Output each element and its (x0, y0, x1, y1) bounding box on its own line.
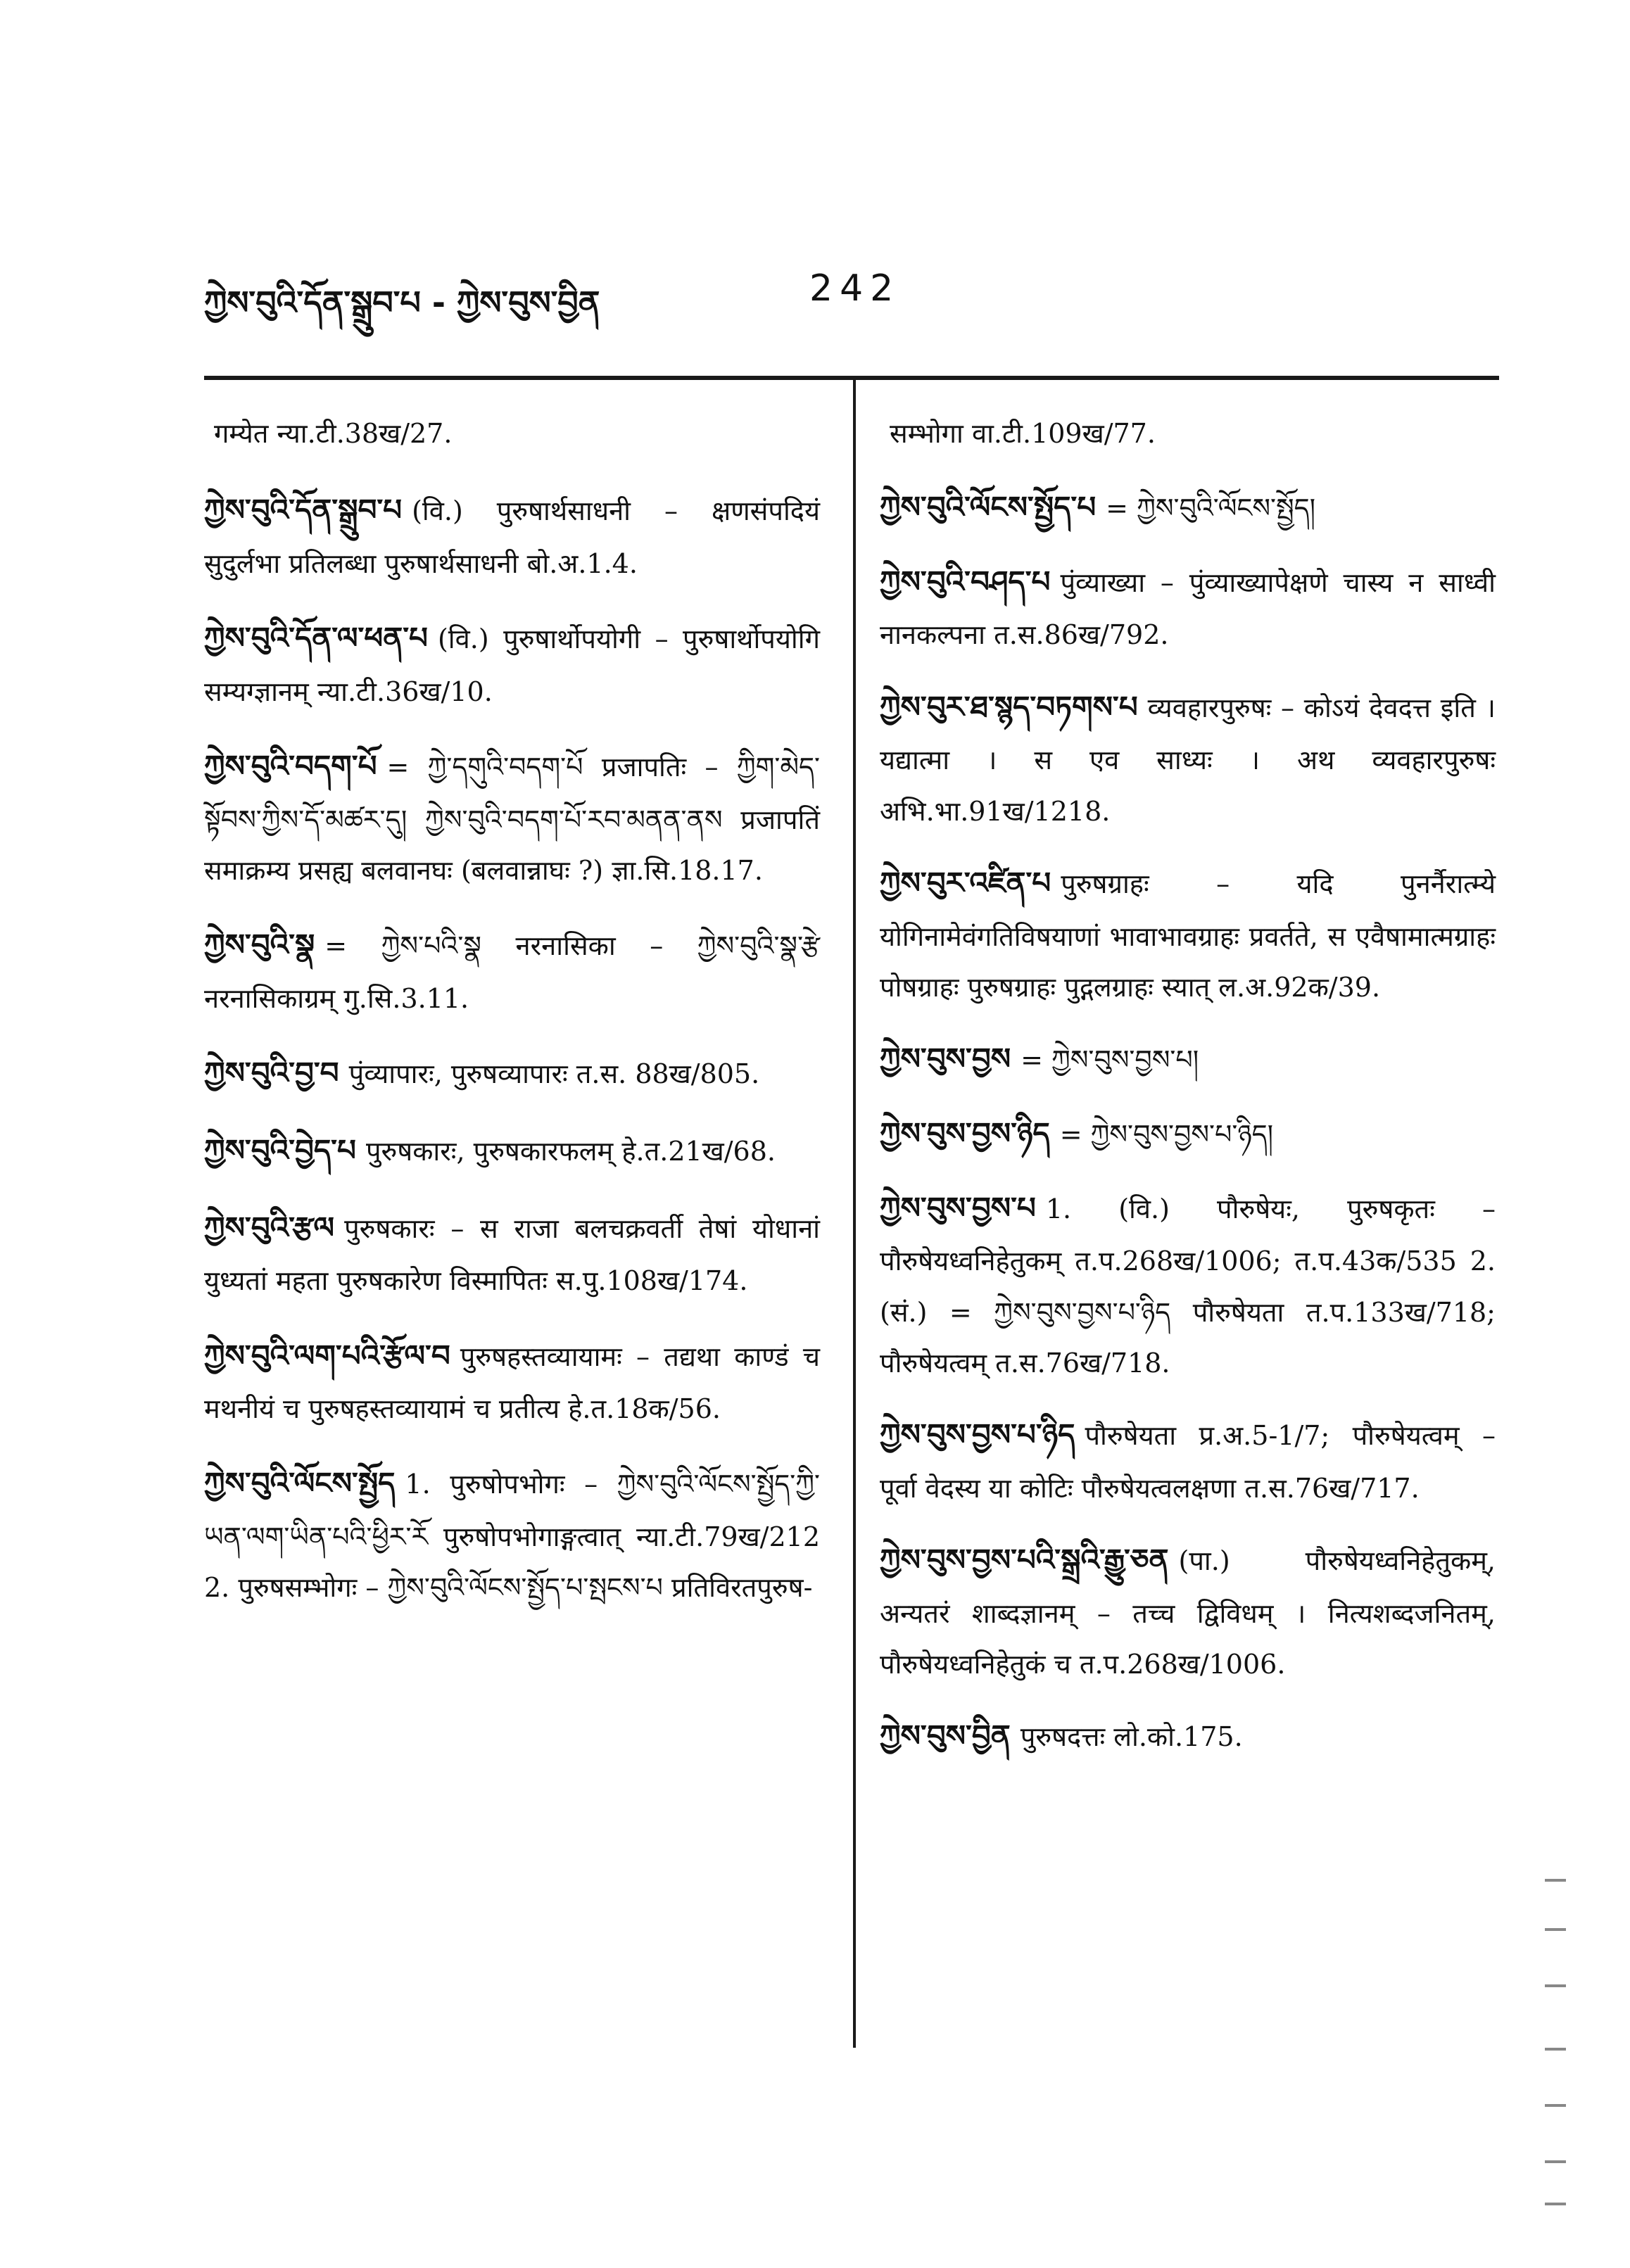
headword: ཀྱེས་བུས་བྱིན (880, 1718, 1011, 1754)
entry (880, 479, 1496, 536)
right-column (880, 405, 1496, 1782)
headword: ཀྱེས་བུའི་བདག་པོ (204, 748, 377, 783)
entry (880, 1407, 1496, 1514)
headword: ཀྱེས་བུས་བྱས (880, 1041, 1011, 1076)
entry (204, 917, 820, 1024)
running-head: ཀྱེས་བུའི་དོན་སྒྲུབ་པ - ཀྱེས་བུས་བྱིན (204, 284, 600, 322)
entry (204, 1200, 820, 1307)
headword: ཀྱེས་བུར་ཐ་སྙད་བཏགས་པ (880, 689, 1138, 724)
entry-text: = ཀྱེས་བུས་བྱས་པ་ཉིད། (1059, 1118, 1274, 1150)
entry-text: = ཀྱེས་བུའི་ལོངས་སྤྱོད། (1106, 492, 1316, 524)
entry-text: (वि.) पुरुषार्थसाधनी – क्षणसंपदियं सुदुर्लभा प्रतिलब्धा पुरुषार्थसाधनी बो.अ.1.4. (204, 495, 820, 579)
entry (880, 1106, 1496, 1162)
headword: ཀྱེས་བུའི་ལོངས་སྤྱོད་པ (880, 489, 1097, 524)
entry (880, 855, 1496, 1013)
headword: ཀྱེས་བུས་བྱས་པ (880, 1190, 1036, 1225)
entry-text: पुंव्यापारः, पुरुषव्यापारः त.स. 88ख/805. (348, 1058, 760, 1089)
entry-text: (पा.) पौरुषेयध्वनिहेतुकम्, अन्यतरं शाब्दज्ञानम् – तच्च द्विविधम् । नित्यशब्दजनितम्, पौरुषेयध्वनिहेतुकं च त.प.268ख/1006. (880, 1545, 1496, 1680)
entry-text: गम्येत न्या.टी.38ख/27. (214, 418, 453, 449)
entry (204, 1455, 820, 1613)
entry-text: पुंव्याख्या – पुंव्याख्यापेक्षणे चास्य न साध्वी नानकल्पना त.स.86ख/792. (880, 566, 1496, 651)
headword: ཀྱེས་བུའི་ལོངས་སྤྱོད (204, 1466, 396, 1501)
scan-noise-mark (1545, 1865, 1573, 2231)
headword: ཀྱེས་བུའི་སྣ (204, 927, 315, 962)
headword: ཀྱེས་བུས་བྱས་པའི་སྒྲའི་རྒྱུ་ཅན (880, 1542, 1169, 1577)
column-divider (853, 380, 856, 2048)
entry-text: (वि.) पुरुषार्थोपयोगी – पुरुषार्थोपयोगि सम्यग्ज्ञानम् न्या.टी.36ख/10. (204, 623, 820, 707)
entry-text: = ཀྱེས་པའི་སྣ नरनासिका – ཀྱེས་བུའི་སྣ་རྩེ नरनासिकाग्रम् गु.सि.3.11. (204, 930, 820, 1014)
entry (204, 1122, 820, 1179)
entry-text: व्यवहारपुरुषः – कोऽयं देवदत्त इति । यद्यात्मा । स एव साध्यः । अथ व्यवहारपुरुषः अभि.भा.91ख/1218. (880, 692, 1496, 827)
entry-text: सम्भोगा वा.टी.109ख/77. (890, 418, 1156, 449)
entry-text: = ཀྱེ་དགུའི་བདག་པོ प्रजापतिः – ཀྱིག་མེད་སྟོབས་ཀྱིས་དོ་མཚར་དུ། ཀྱེས་བུའི་བདག་པོ་རབ་མནན་ནས प्रजापतिं समाक्रम्य प्रसह्य बलवानघः (बलवान्नाघः ?) ज्ञा.सि.18.17. (204, 751, 820, 886)
entry (880, 405, 1496, 461)
headword: ཀྱེས་བུའི་དོན་སྒྲུབ་པ (204, 492, 403, 527)
page-number: 242 (809, 267, 901, 310)
entry (204, 738, 820, 896)
headword: ཀྱེས་བུའི་ལག་པའི་རྩོལ་བ (204, 1338, 450, 1373)
entry (880, 679, 1496, 837)
headword: ཀྱེས་བུས་བྱས་ཉིད (880, 1115, 1050, 1151)
entry-text: = ཀྱེས་བུས་བྱས་པ། (1021, 1044, 1199, 1075)
entry (204, 482, 820, 589)
entry-text: 1. (वि.) पौरुषेयः, पुरुषकृतः – पौरुषेयध्वनिहेतुकम् त.प.268ख/1006; त.प.43क/535 2. (सं.) = ཀྱེས་བུས་བྱས་པ་ཉིད पौरुषेयता त.प.133ख/718; पौरुषेयत्वम् त.स.76ख/718. (880, 1193, 1496, 1379)
entry-text: पुरुषहस्तव्यायामः – तद्यथा काण्डं च मथनीयं च पुरुषहस्तव्यायामं च प्रतीत्य हे.त.18क/56. (204, 1341, 820, 1425)
entry (204, 1045, 820, 1101)
entry-text: पौरुषेयता प्र.अ.5-1/7; पौरुषेयत्वम् – पूर्वा वेदस्य या कोटिः पौरुषेयत्वलक्षणा त.स.76ख/717. (880, 1419, 1496, 1504)
headword: ཀྱེས་བུས་བྱས་པ་ཉིད (880, 1417, 1075, 1452)
entry-text: पुरुषकारः – स राजा बलचक्रवर्ती तेषां योधानां युध्यतां महता पुरुषकारेण विस्मापितः स.पु.108ख/174. (204, 1212, 820, 1297)
header-rule (204, 376, 1499, 380)
entry (880, 554, 1496, 661)
headword: ཀྱེས་བུའི་བྱེད་པ (204, 1132, 356, 1167)
entry (204, 1328, 820, 1435)
entry-text: पुरुषग्राहः – यदि पुनर्नैरात्म्ये योगिनामेवंगतिविषयाणां भावाभावग्राहः प्रवर्तते, स एवैषामात्मग्राहः पोषग्राहः पुरुषग्राहः पुद्गलग्राहः स्यात् ल.अ.92क/39. (880, 868, 1496, 1003)
entry (880, 1708, 1496, 1764)
entry-text: पुरुषदत्तः लो.को.175. (1020, 1721, 1243, 1753)
headword: ཀྱེས་བུར་འཛིན་པ (880, 865, 1051, 900)
entry-text: पुरुषकारः, पुरुषकारफलम् हे.त.21ख/68. (365, 1135, 776, 1167)
entry (880, 1031, 1496, 1087)
headword: ཀྱེས་བུའི་རྩལ (204, 1210, 335, 1245)
entry (880, 1180, 1496, 1388)
headword: ཀྱེས་བུའི་བཤད་པ (880, 564, 1051, 599)
left-column (204, 405, 820, 1635)
headword: ཀྱེས་བུའི་བྱ་བ (204, 1055, 339, 1090)
entry-text: 1. पुरुषोपभोगः – ཀྱེས་བུའི་ལོངས་སྤྱོད་ཀྱི་ཡན་ལག་ཡིན་པའི་ཕྱིར་རོ पुरुषोपभोगाङ्गत्वात् न्या.टी.79ख/212 2. पुरुषसम्भोगः – ཀྱེས་བུའི་ལོངས་སྤྱོད་པ་སྤངས་པ प्रतिविरतपुरुष- (204, 1469, 820, 1604)
headword: ཀྱེས་བུའི་དོན་ལ་ཕན་པ (204, 620, 428, 655)
entry (204, 610, 820, 717)
entry (880, 1532, 1496, 1690)
entry (204, 405, 820, 461)
